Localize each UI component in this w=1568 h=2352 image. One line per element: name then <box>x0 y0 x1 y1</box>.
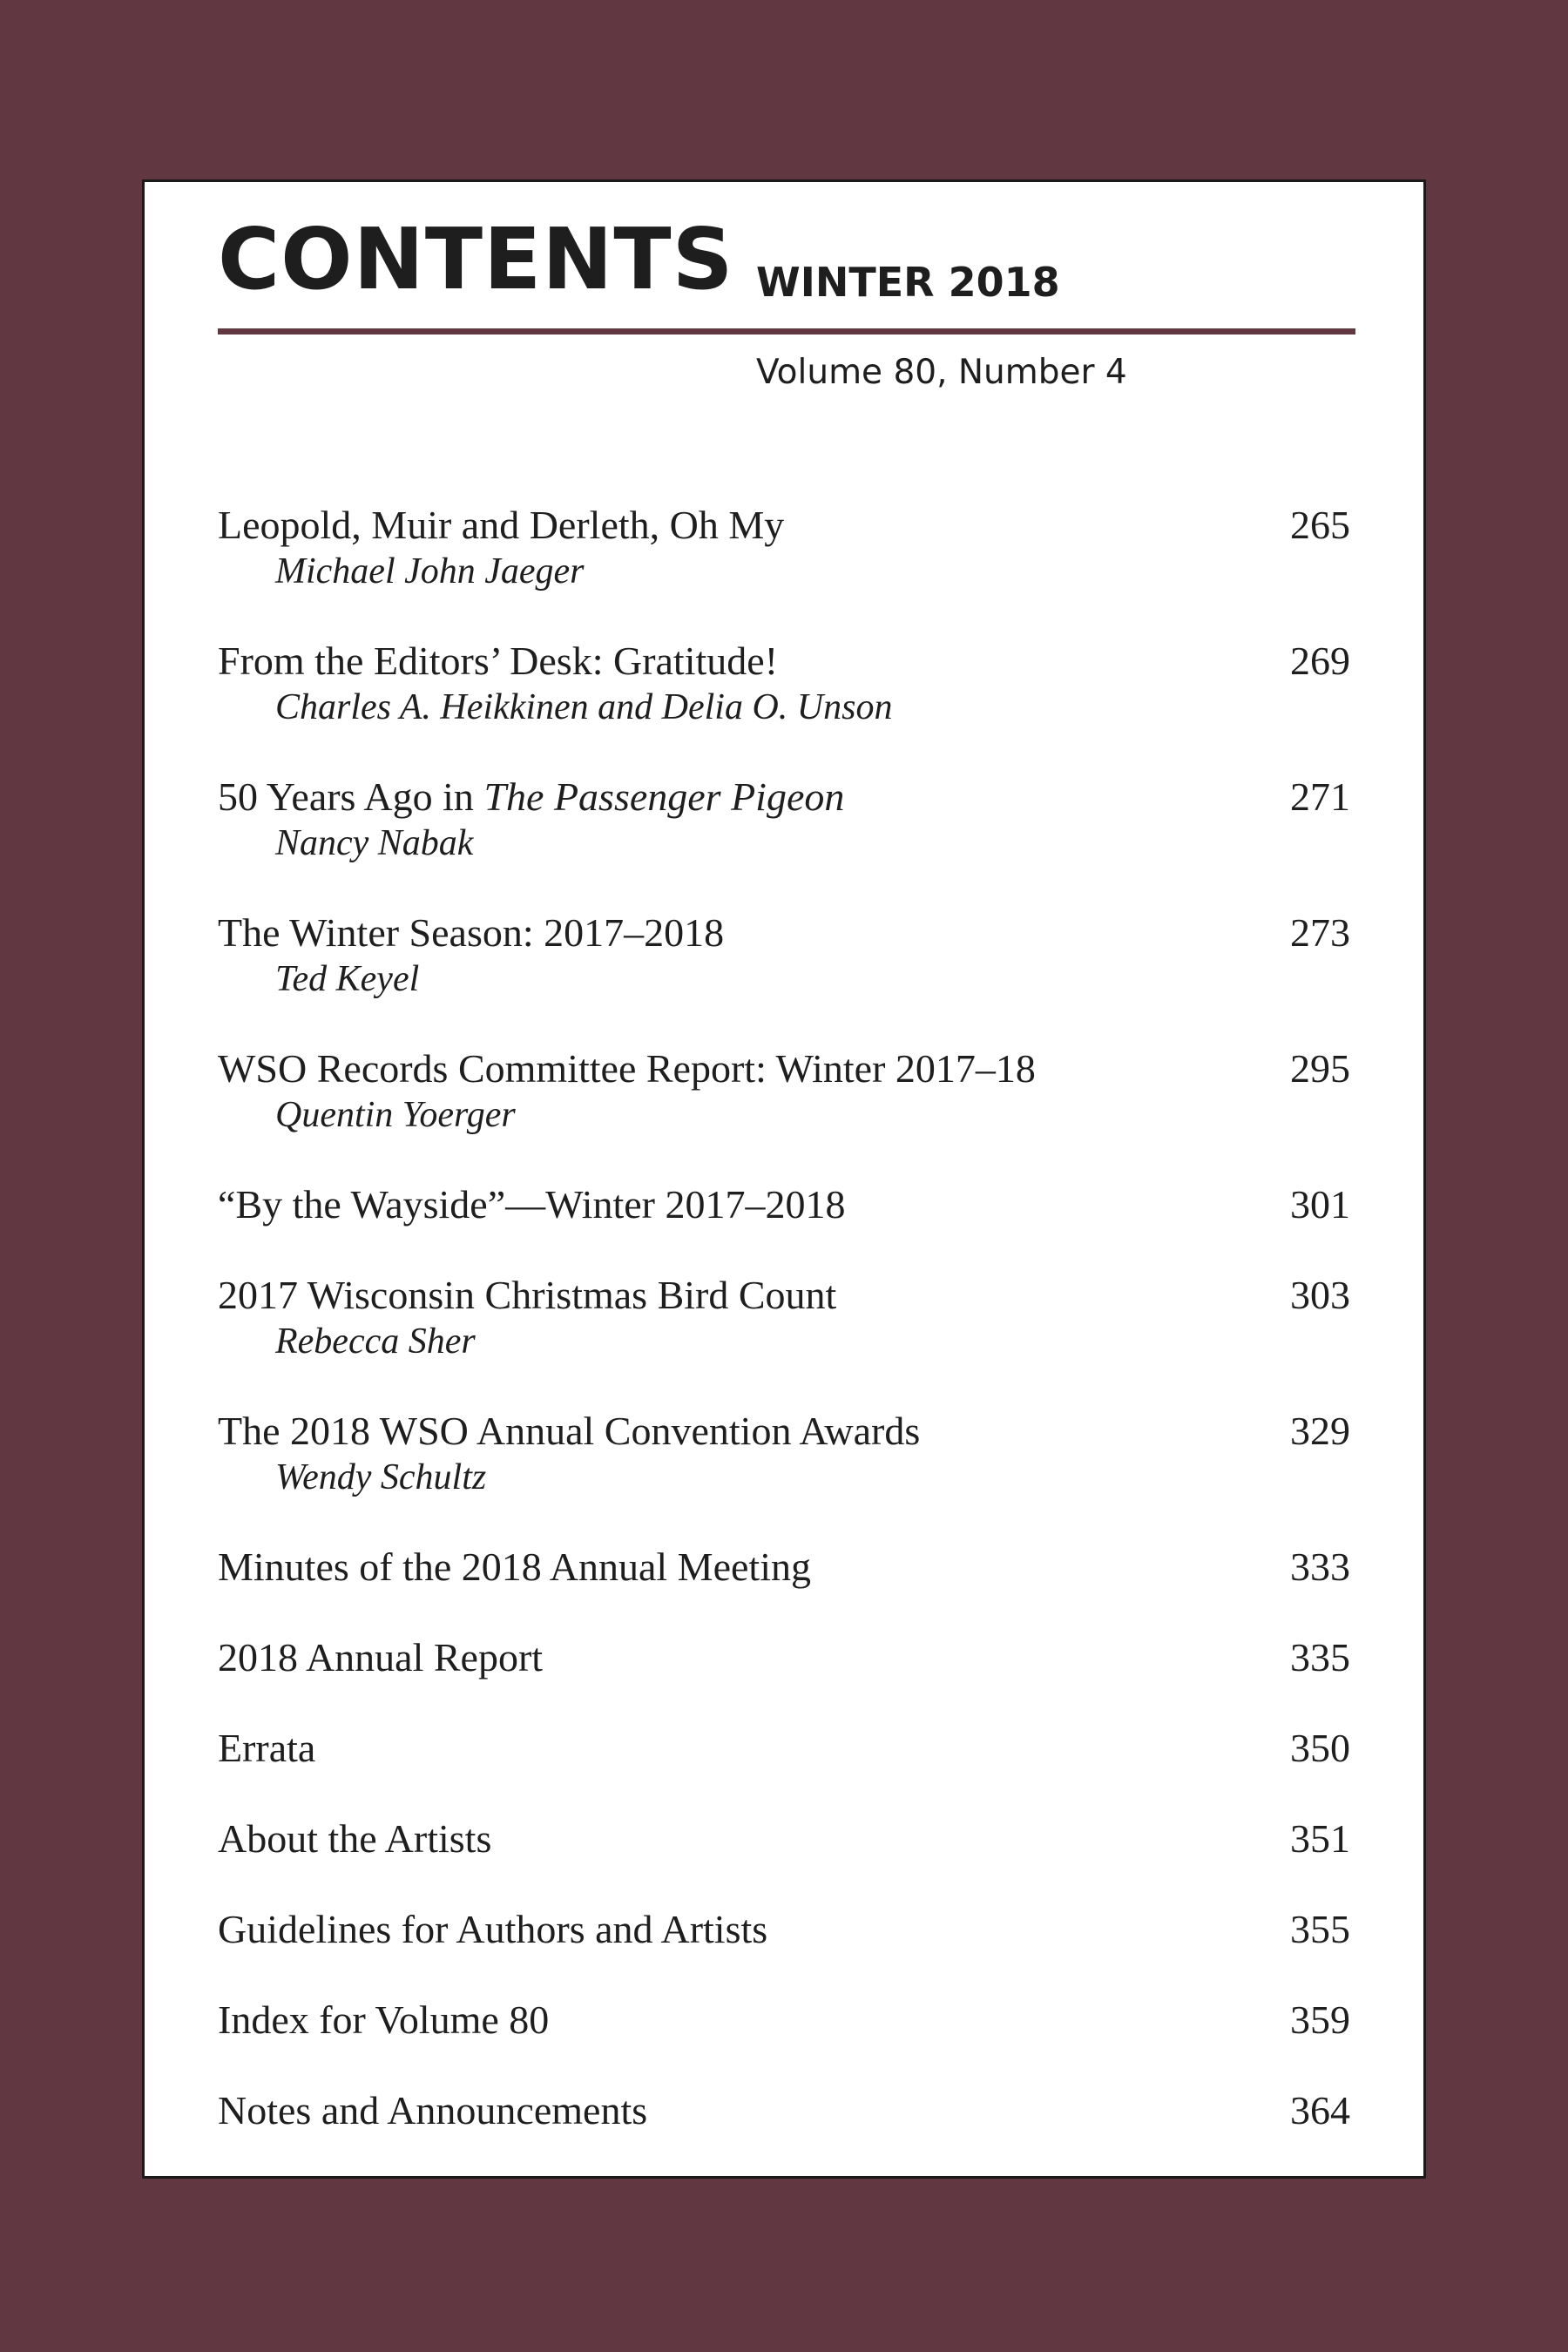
entry-title: Notes and Announcements <box>218 2088 648 2132</box>
toc-entry[interactable] <box>218 774 1350 866</box>
entry-page-number: 359 <box>1290 1997 1350 2042</box>
toc-entry[interactable] <box>218 1045 1350 1138</box>
entry-page-number: 333 <box>1290 1544 1350 1589</box>
entry-page-number: 303 <box>1290 1273 1350 1317</box>
toc-entry[interactable] <box>218 1272 1350 1364</box>
entry-page-number: 301 <box>1290 1182 1350 1227</box>
toc-entry[interactable] <box>218 638 1350 730</box>
toc-entry[interactable] <box>218 1997 1350 2044</box>
contents-panel <box>142 179 1426 2179</box>
entry-title-publication: The Passenger Pigeon <box>483 774 845 819</box>
entry-page-number: 273 <box>1290 910 1350 955</box>
entry-author: Quentin Yoerger <box>275 1095 516 1135</box>
toc-entry[interactable] <box>218 502 1350 594</box>
entry-title: About the Artists <box>218 1816 492 1861</box>
entry-page-number: 271 <box>1290 774 1350 819</box>
toc-entry[interactable] <box>218 1634 1350 1681</box>
entry-title: Index for Volume 80 <box>218 1997 550 2042</box>
entry-page-number: 269 <box>1290 639 1350 683</box>
toc-entry[interactable] <box>218 1815 1350 1862</box>
entry-page-number: 329 <box>1290 1409 1350 1453</box>
entry-page-number: 355 <box>1290 1907 1350 1951</box>
issue-season: WINTER 2018 <box>756 259 1060 306</box>
toc-entry[interactable] <box>218 1544 1350 1591</box>
entry-author: Wendy Schultz <box>275 1457 487 1497</box>
toc-list <box>218 502 1350 2178</box>
entry-author: Rebecca Sher <box>275 1321 476 1362</box>
toc-entry[interactable] <box>218 1181 1350 1228</box>
entry-author: Ted Keyel <box>275 959 420 999</box>
entry-page-number: 335 <box>1290 1635 1350 1680</box>
entry-title: 2018 Annual Report <box>218 1635 544 1680</box>
toc-entry[interactable] <box>218 2087 1350 2134</box>
volume-number: Volume 80, Number 4 <box>756 353 1127 392</box>
toc-entry[interactable] <box>218 1408 1350 1500</box>
entry-page-number: 265 <box>1290 503 1350 547</box>
entry-title: Errata <box>218 1726 316 1770</box>
entry-page-number: 350 <box>1290 1726 1350 1770</box>
page-title: CONTENTS <box>218 210 734 308</box>
entry-author: Michael John Jaeger <box>275 551 585 591</box>
entry-author: Nancy Nabak <box>275 823 474 863</box>
entry-title: 2017 Wisconsin Christmas Bird Count <box>218 1273 837 1317</box>
entry-title: Guidelines for Authors and Artists <box>218 1907 768 1951</box>
header-divider <box>218 328 1355 335</box>
entry-author: Charles A. Heikkinen and Delia O. Unson <box>275 687 893 727</box>
toc-entry[interactable] <box>218 1906 1350 1953</box>
entry-title <box>218 774 1350 821</box>
entry-title: WSO Records Committee Report: Winter 2017–18 <box>218 1046 1036 1091</box>
contents-header <box>218 210 1355 335</box>
toc-entry[interactable] <box>218 909 1350 1002</box>
entry-title: From the Editors’ Desk: Gratitude! <box>218 639 779 683</box>
entry-page-number: 351 <box>1290 1816 1350 1861</box>
entry-title-prefix: 50 Years Ago in <box>218 774 484 819</box>
entry-title: “By the Wayside”—Winter 2017–2018 <box>218 1182 846 1227</box>
entry-title: Leopold, Muir and Derleth, Oh My <box>218 503 785 547</box>
toc-entry[interactable] <box>218 1725 1350 1772</box>
entry-title: The 2018 WSO Annual Convention Awards <box>218 1409 921 1453</box>
entry-title: The Winter Season: 2017–2018 <box>218 910 725 955</box>
entry-page-number: 295 <box>1290 1046 1350 1091</box>
entry-page-number: 364 <box>1290 2088 1350 2132</box>
entry-title: Minutes of the 2018 Annual Meeting <box>218 1544 811 1589</box>
